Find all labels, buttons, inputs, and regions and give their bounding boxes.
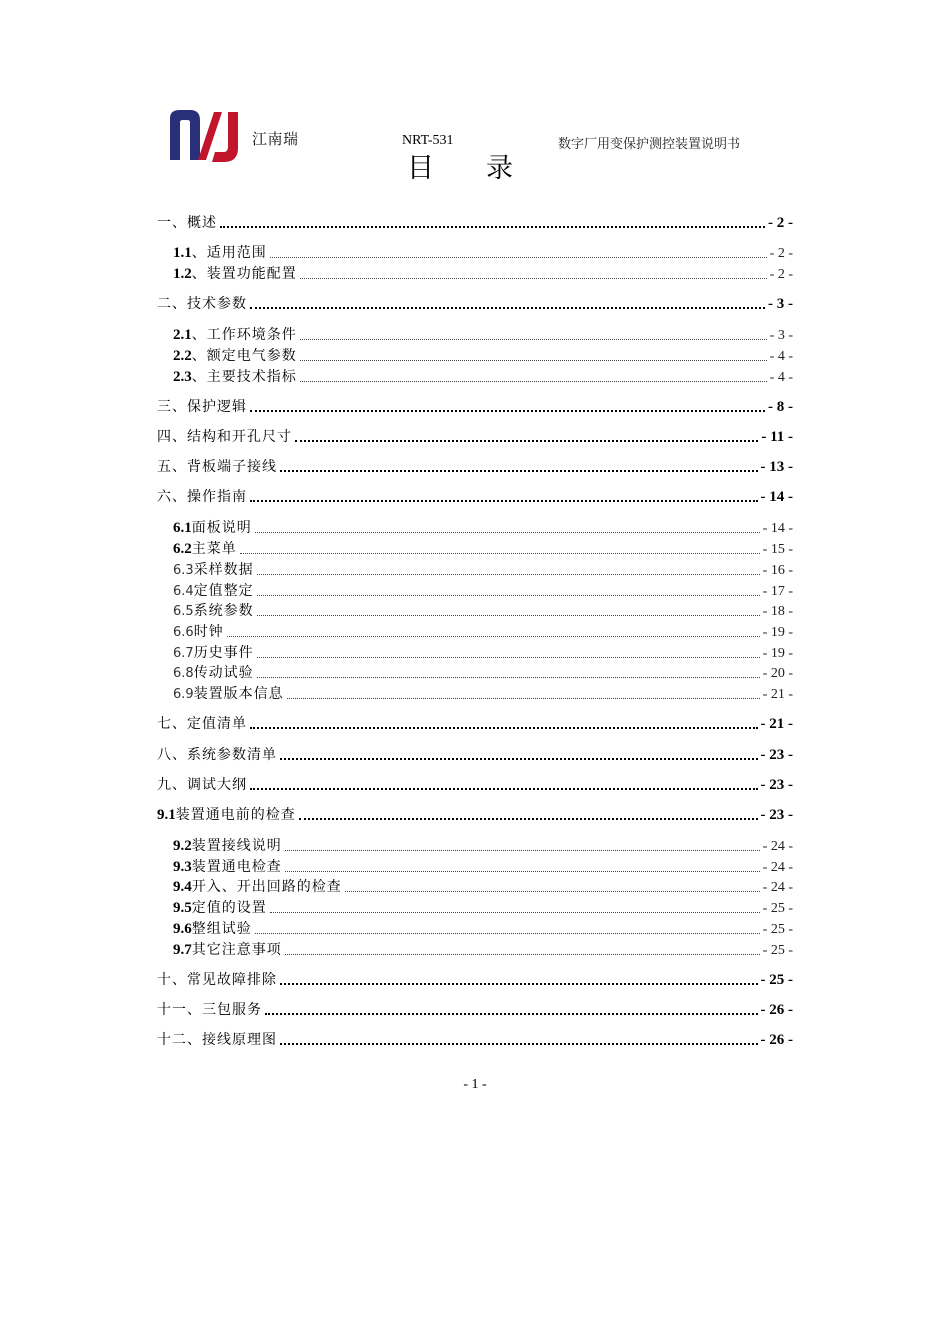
toc-entry-number: 6.3 <box>173 563 194 578</box>
toc-entry-label: 三、保护逻辑 <box>157 399 247 415</box>
toc-entry-label: 传动试验 <box>193 665 254 681</box>
toc-dot-leader <box>255 915 760 934</box>
toc-entry-page: - 3 - <box>769 328 793 343</box>
toc-entry-label: 时钟 <box>193 624 224 640</box>
toc-entry-label: 十二、接线原理图 <box>157 1032 277 1048</box>
toc-dot-leader <box>250 770 758 790</box>
toc-entry[interactable] <box>173 684 793 704</box>
toc-entry-page: - 11 - <box>761 429 793 445</box>
toc-dot-leader <box>300 363 767 382</box>
toc-entry-label: 面板说明 <box>191 520 252 536</box>
toc-entry-label: 、额定电气参数 <box>191 348 297 364</box>
toc-entry[interactable] <box>157 714 793 734</box>
toc-entry-label: 、装置功能配置 <box>191 266 297 282</box>
toc-entry-number: 9.1 <box>157 807 176 823</box>
toc-entry-number: 2.3 <box>173 369 192 385</box>
page-title: 目录 <box>407 153 565 184</box>
toc-entry-page: - 17 - <box>762 584 793 599</box>
toc-dot-leader <box>265 995 758 1015</box>
toc-dot-leader <box>255 514 760 533</box>
toc-dot-leader <box>257 659 760 678</box>
toc-entry[interactable] <box>157 805 793 825</box>
toc-entry-number: 6.7 <box>173 646 194 661</box>
toc-entry-page: - 14 - <box>762 521 793 536</box>
toc-dot-leader <box>250 482 758 502</box>
toc-entry-page: - 15 - <box>762 542 793 557</box>
toc-dot-leader <box>227 618 760 637</box>
toc-entry-page: - 16 - <box>762 563 793 578</box>
toc-entry-page: - 4 - <box>769 370 793 385</box>
toc-entry-label: 六、操作指南 <box>157 489 247 505</box>
toc-entry-page: - 26 - <box>760 1002 793 1018</box>
toc-entry-number: 9.3 <box>173 859 192 875</box>
toc-dot-leader <box>300 342 767 361</box>
toc-entry-page: - 4 - <box>769 349 793 364</box>
toc-entry-page: - 14 - <box>760 489 793 505</box>
toc-dot-leader <box>285 936 760 955</box>
toc-entry[interactable] <box>157 775 793 795</box>
toc-entry-number: 2.1 <box>173 327 192 343</box>
toc-entry-page: - 2 - <box>769 246 793 261</box>
toc-entry-label: 、适用范围 <box>191 245 267 261</box>
toc-entry-page: - 21 - <box>762 687 793 702</box>
toc-entry[interactable] <box>157 745 793 765</box>
toc-dot-leader <box>345 873 760 892</box>
toc-entry-number: 6.5 <box>173 604 194 619</box>
toc-dot-leader <box>280 740 758 760</box>
toc-entry-number: 9.4 <box>173 879 192 895</box>
toc-dot-leader <box>270 239 767 258</box>
toc-entry-page: - 24 - <box>762 860 793 875</box>
toc-entry-number: 9.7 <box>173 942 192 958</box>
toc-entry-number: 6.6 <box>173 625 194 640</box>
toc-entry[interactable] <box>173 367 793 387</box>
toc-dot-leader <box>220 208 765 228</box>
toc-entry-page: - 23 - <box>760 747 793 763</box>
toc-entry-label: 采样数据 <box>193 562 254 578</box>
toc-entry-number: 1.2 <box>173 266 192 282</box>
toc-entry-number: 6.1 <box>173 520 192 536</box>
toc-entry-label: 主菜单 <box>191 541 237 557</box>
toc-dot-leader <box>280 1025 758 1045</box>
toc-entry-page: - 21 - <box>760 716 793 732</box>
toc-entry-label: 装置通电前的检查 <box>175 807 296 823</box>
toc-dot-leader <box>270 894 760 913</box>
page-number: - 1 - <box>463 1077 487 1092</box>
header-doc-title: 数字厂用变保护测控装置说明书 <box>558 137 741 152</box>
toc-entry-label: 装置通电检查 <box>191 859 282 875</box>
toc-entry-label: 开入、开出回路的检查 <box>191 879 342 895</box>
toc-entry[interactable] <box>173 940 793 960</box>
toc-dot-leader <box>300 321 767 340</box>
toc-dot-leader <box>299 800 758 820</box>
toc-entry-number: 2.2 <box>173 348 192 364</box>
toc-entry-number: 9.2 <box>173 838 192 854</box>
toc-dot-leader <box>300 260 767 279</box>
toc-entry-page: - 25 - <box>760 972 793 988</box>
toc-dot-leader <box>250 392 765 412</box>
toc-entry-page: - 13 - <box>760 459 793 475</box>
toc-entry[interactable] <box>157 1030 793 1050</box>
toc-dot-leader <box>257 639 760 658</box>
toc-entry-label: 装置版本信息 <box>193 686 284 702</box>
toc-entry-label: 九、调试大纲 <box>157 777 247 793</box>
toc-entry-page: - 8 - <box>768 399 793 415</box>
toc-entry-number: 1.1 <box>173 245 192 261</box>
toc-dot-leader <box>287 680 760 699</box>
toc-entry-page: - 3 - <box>768 296 793 312</box>
toc-dot-leader <box>257 597 760 616</box>
toc-entry-number: 6.8 <box>173 666 194 681</box>
toc-entry-number: 9.6 <box>173 921 192 937</box>
toc-entry-page: - 2 - <box>769 267 793 282</box>
toc-entry[interactable] <box>157 457 793 477</box>
toc-dot-leader <box>250 289 765 309</box>
toc-entry-label: 定值的设置 <box>191 900 267 916</box>
toc-dot-leader <box>257 577 760 596</box>
toc-entry-label: 七、定值清单 <box>157 716 247 732</box>
toc-entry-page: - 23 - <box>760 777 793 793</box>
toc-entry-label: 十、常见故障排除 <box>157 972 277 988</box>
toc-entry[interactable] <box>157 427 793 447</box>
toc-entry-page: - 23 - <box>760 807 793 823</box>
toc-entry-label: 、工作环境条件 <box>191 327 297 343</box>
toc-entry-page: - 26 - <box>760 1032 793 1048</box>
toc-dot-leader <box>285 853 760 872</box>
toc-entry-label: 整组试验 <box>191 921 252 937</box>
toc-entry[interactable] <box>157 1000 793 1020</box>
toc-entry-page: - 2 - <box>768 215 793 231</box>
toc-dot-leader <box>295 422 758 442</box>
toc-entry[interactable] <box>157 970 793 990</box>
toc-dot-leader <box>280 452 758 472</box>
logo-text: 江南瑞 <box>252 130 299 148</box>
toc-entry-label: 五、背板端子接线 <box>157 459 277 475</box>
toc-entry-label: 四、结构和开孔尺寸 <box>157 429 292 445</box>
toc-entry[interactable] <box>157 397 793 417</box>
toc-entry-page: - 25 - <box>762 943 793 958</box>
toc-entry-label: 其它注意事项 <box>191 942 282 958</box>
toc-entry[interactable] <box>157 294 793 314</box>
toc-entry-label: 历史事件 <box>193 645 254 661</box>
toc-entry-page: - 19 - <box>762 625 793 640</box>
toc-entry[interactable] <box>157 213 793 233</box>
toc-entry-page: - 24 - <box>762 880 793 895</box>
toc-entry-label: 系统参数 <box>193 603 254 619</box>
toc-entry-label: 装置接线说明 <box>191 838 282 854</box>
toc-entry-label: 一、概述 <box>157 215 217 231</box>
toc-entry[interactable] <box>173 264 793 284</box>
toc-dot-leader <box>280 965 758 985</box>
toc-entry-label: 二、技术参数 <box>157 296 247 312</box>
header-model: NRT-531 <box>402 133 454 148</box>
toc-dot-leader <box>240 535 760 554</box>
toc-entry-label: 定值整定 <box>193 583 254 599</box>
toc-entry-page: - 20 - <box>762 666 793 681</box>
toc-entry-label: 十一、三包服务 <box>157 1002 262 1018</box>
toc-entry-page: - 25 - <box>762 922 793 937</box>
toc-entry-number: 6.9 <box>173 687 194 702</box>
toc-entry-number: 6.2 <box>173 541 192 557</box>
toc-entry-page: - 19 - <box>762 646 793 661</box>
toc-dot-leader <box>257 556 760 575</box>
toc-entry-page: - 25 - <box>762 901 793 916</box>
toc-entry-number: 9.5 <box>173 900 192 916</box>
toc-entry-label: 八、系统参数清单 <box>157 747 277 763</box>
toc-entry-page: - 24 - <box>762 839 793 854</box>
toc-dot-leader <box>285 832 760 851</box>
toc-entry-number: 6.4 <box>173 584 194 599</box>
toc-dot-leader <box>250 709 758 729</box>
toc-entry-label: 、主要技术指标 <box>191 369 297 385</box>
toc-entry[interactable] <box>157 487 793 507</box>
toc-entry-page: - 18 - <box>762 604 793 619</box>
